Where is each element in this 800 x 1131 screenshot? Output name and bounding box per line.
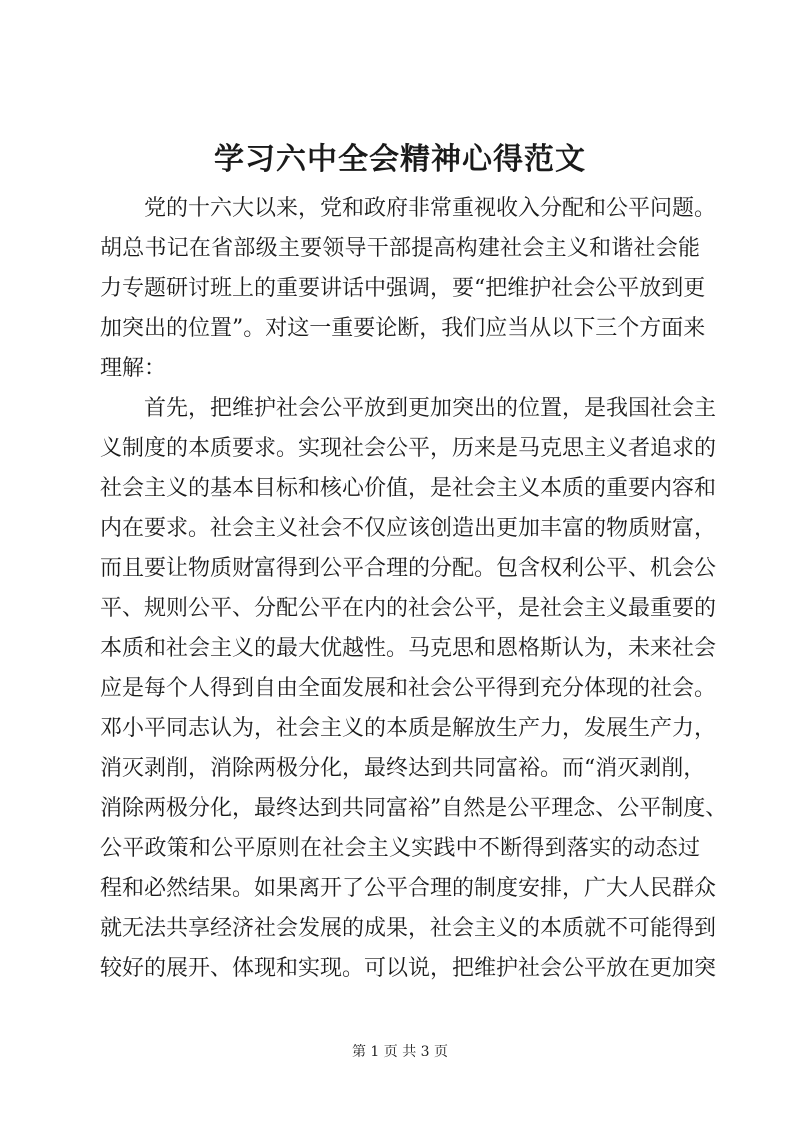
paragraph-1-line-5: 理解：	[100, 356, 167, 381]
paragraph-1-line-2: 胡总书记在省部级主要领导干部提高构建社会主义和谐社会能	[100, 236, 700, 261]
paragraph-2-line-3: 社会主义的基本目标和核心价值，是社会主义本质的重要内容和	[100, 476, 717, 501]
paragraph-2-line-5: 而且要让物质财富得到公平合理的分配。包含权利公平、机会公	[100, 556, 717, 581]
paragraph-2-line-14: 就无法共享经济社会发展的成果，社会主义的本质就不可能得到	[100, 916, 717, 941]
paragraph-2-line-13: 程和必然结果。如果离开了公平合理的制度安排，广大人民群众	[100, 876, 717, 901]
paragraph-2-line-11: 消除两极分化，最终达到共同富裕”自然是公平理念、公平制度、	[100, 796, 728, 821]
paragraph-2-line-7: 本质和社会主义的最大优越性。马克思和恩格斯认为，未来社会	[100, 636, 717, 661]
paragraph-2-line-10: 消灭剥削，消除两极分化，最终达到共同富裕。而“消灭剥削，	[100, 756, 706, 781]
document-body	[100, 189, 728, 989]
paragraph-2-line-6: 平、规则公平、分配公平在内的社会公平，是社会主义最重要的	[100, 596, 717, 621]
paragraph-2-line-1: 首先，把维护社会公平放到更加突出的位置，是我国社会主	[144, 396, 717, 421]
paragraph-2-line-2: 义制度的本质要求。实现社会公平，历来是马克思主义者追求的	[100, 436, 717, 461]
paragraph-2-line-15: 较好的展开、体现和实现。可以说，把维护社会公平放在更加突	[100, 956, 717, 981]
paragraph-1-line-1: 党的十六大以来，党和政府非常重视收入分配和公平问题。	[144, 196, 717, 221]
paragraph-1-line-3: 力专题研讨班上的重要讲话中强调，要“把维护社会公平放到更	[100, 276, 706, 301]
document-title: 学习六中全会精神心得范文	[214, 142, 586, 177]
paragraph-2-line-8: 应是每个人得到自由全面发展和社会公平得到充分体现的社会。	[100, 676, 717, 701]
paragraph-1-line-4: 加突出的位置”。对这一重要论断，我们应当从以下三个方面来	[100, 316, 706, 341]
paragraph-2-line-12: 公平政策和公平原则在社会主义实践中不断得到落实的动态过	[100, 836, 700, 861]
paragraph-2-line-9: 邓小平同志认为，社会主义的本质是解放生产力，发展生产力，	[100, 716, 717, 741]
page-number-footer: 第 1 页 共 3 页	[351, 1044, 449, 1060]
paragraph-2-line-4: 内在要求。社会主义社会不仅应该创造出更加丰富的物质财富，	[100, 516, 717, 541]
